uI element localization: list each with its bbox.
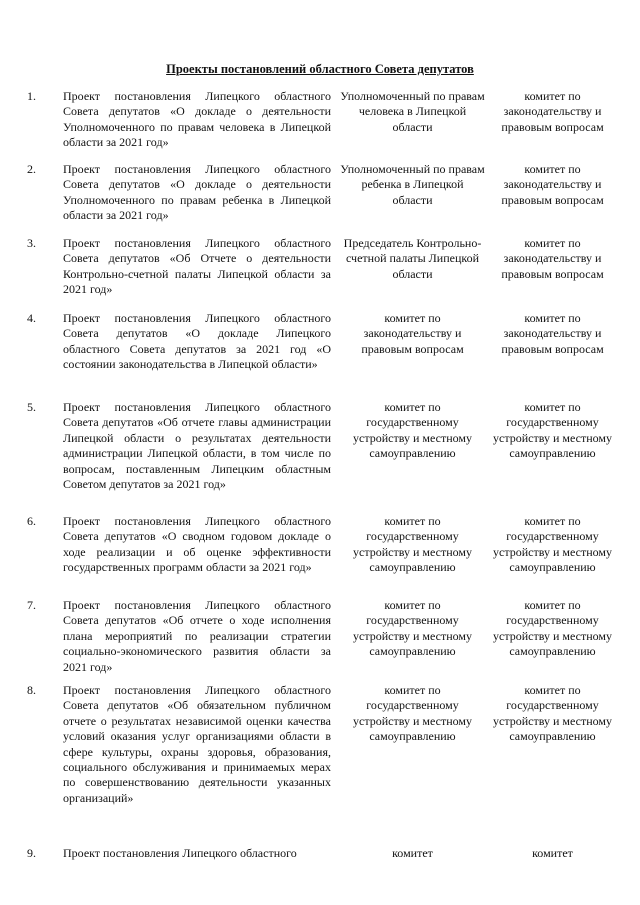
item-committee: комитет по государственному устройству и местному самоуправлению (493, 400, 612, 461)
item-committee: комитет по законодательству и правовым вопросам (501, 236, 604, 281)
item-number: 7. (27, 598, 36, 612)
item-responsible: Уполномоченный по правам человека в Липецкой области (340, 89, 485, 134)
item-description: Проект постановления Липецкого областного Совета депутатов «Об отчете о ходе исполнения плана мероприятий по реализации стратегии социально-экономического развития области за 2021 год» (63, 598, 331, 674)
item-description: Проект постановления Липецкого областного Совета депутатов «Об отчете главы администрации Липецкой области о результатах деятельности администрации Липецкой области, в том числе по вопросам, поставленным Липецким областным Советом депутатов за 2021 год» (63, 400, 331, 492)
item-description: Проект постановления Липецкого областного Совета депутатов «Об обязательном публичном отчете о результатах независимой оценки качества условий оказания услуг организациями области в сфере культуры, охраны здоровья, образования, социального обслуживания и принимаемых мерах по совершенствованию деятельности указанных организаций» (63, 683, 331, 805)
item-responsible: комитет по государственному устройству и местному самоуправлению (353, 514, 472, 575)
item-responsible: Председатель Контрольно-счетной палаты Липецкой области (343, 236, 482, 281)
item-committee: комитет по государственному устройству и местному самоуправлению (493, 598, 612, 659)
page-title: Проекты постановлений областного Совета депутатов (166, 62, 474, 76)
item-number: 3. (27, 236, 36, 250)
item-responsible: комитет по законодательству и правовым вопросам (361, 311, 464, 356)
item-committee: комитет по законодательству и правовым вопросам (501, 89, 604, 134)
item-responsible: комитет по государственному устройству и местному самоуправлению (353, 683, 472, 744)
item-number: 6. (27, 514, 36, 528)
item-responsible: комитет (392, 846, 433, 860)
item-description: Проект постановления Липецкого областного Совета депутатов «О докладе Липецкого областного Совета депутатов за 2021 год «О состоянии законодательства в Липецкой области» (63, 311, 331, 372)
item-responsible: комитет по государственному устройству и местному самоуправлению (353, 400, 472, 461)
item-responsible: Уполномоченный по правам ребенка в Липецкой области (340, 162, 485, 207)
item-committee: комитет по государственному устройству и местному самоуправлению (493, 683, 612, 744)
item-responsible: комитет по государственному устройству и местному самоуправлению (353, 598, 472, 659)
item-number: 5. (27, 400, 36, 414)
item-number: 4. (27, 311, 36, 325)
item-description: Проект постановления Липецкого областного Совета депутатов «О докладе о деятельности Уполномоченного по правам человека в Липецкой области за 2021 год» (63, 89, 331, 150)
item-description: Проект постановления Липецкого областного Совета депутатов «Об Отчете о деятельности Контрольно-счетной палаты Липецкой области за 2021 год» (63, 236, 331, 297)
item-description: Проект постановления Липецкого областного Совета депутатов «О сводном годовом докладе о ходе реализации и об оценке эффективности государственных программ области за 2021 год» (63, 514, 331, 575)
item-description: Проект постановления Липецкого областного (63, 846, 297, 860)
item-number: 8. (27, 683, 36, 697)
item-committee: комитет по законодательству и правовым вопросам (501, 311, 604, 356)
item-number: 2. (27, 162, 36, 176)
item-number: 1. (27, 89, 36, 103)
item-number: 9. (27, 846, 36, 860)
item-committee: комитет (532, 846, 573, 860)
item-committee: комитет по законодательству и правовым вопросам (501, 162, 604, 207)
item-description: Проект постановления Липецкого областного Совета депутатов «О докладе о деятельности Уполномоченного по правам ребенка в Липецкой области за 2021 год» (63, 162, 331, 223)
item-committee: комитет по государственному устройству и местному самоуправлению (493, 514, 612, 575)
